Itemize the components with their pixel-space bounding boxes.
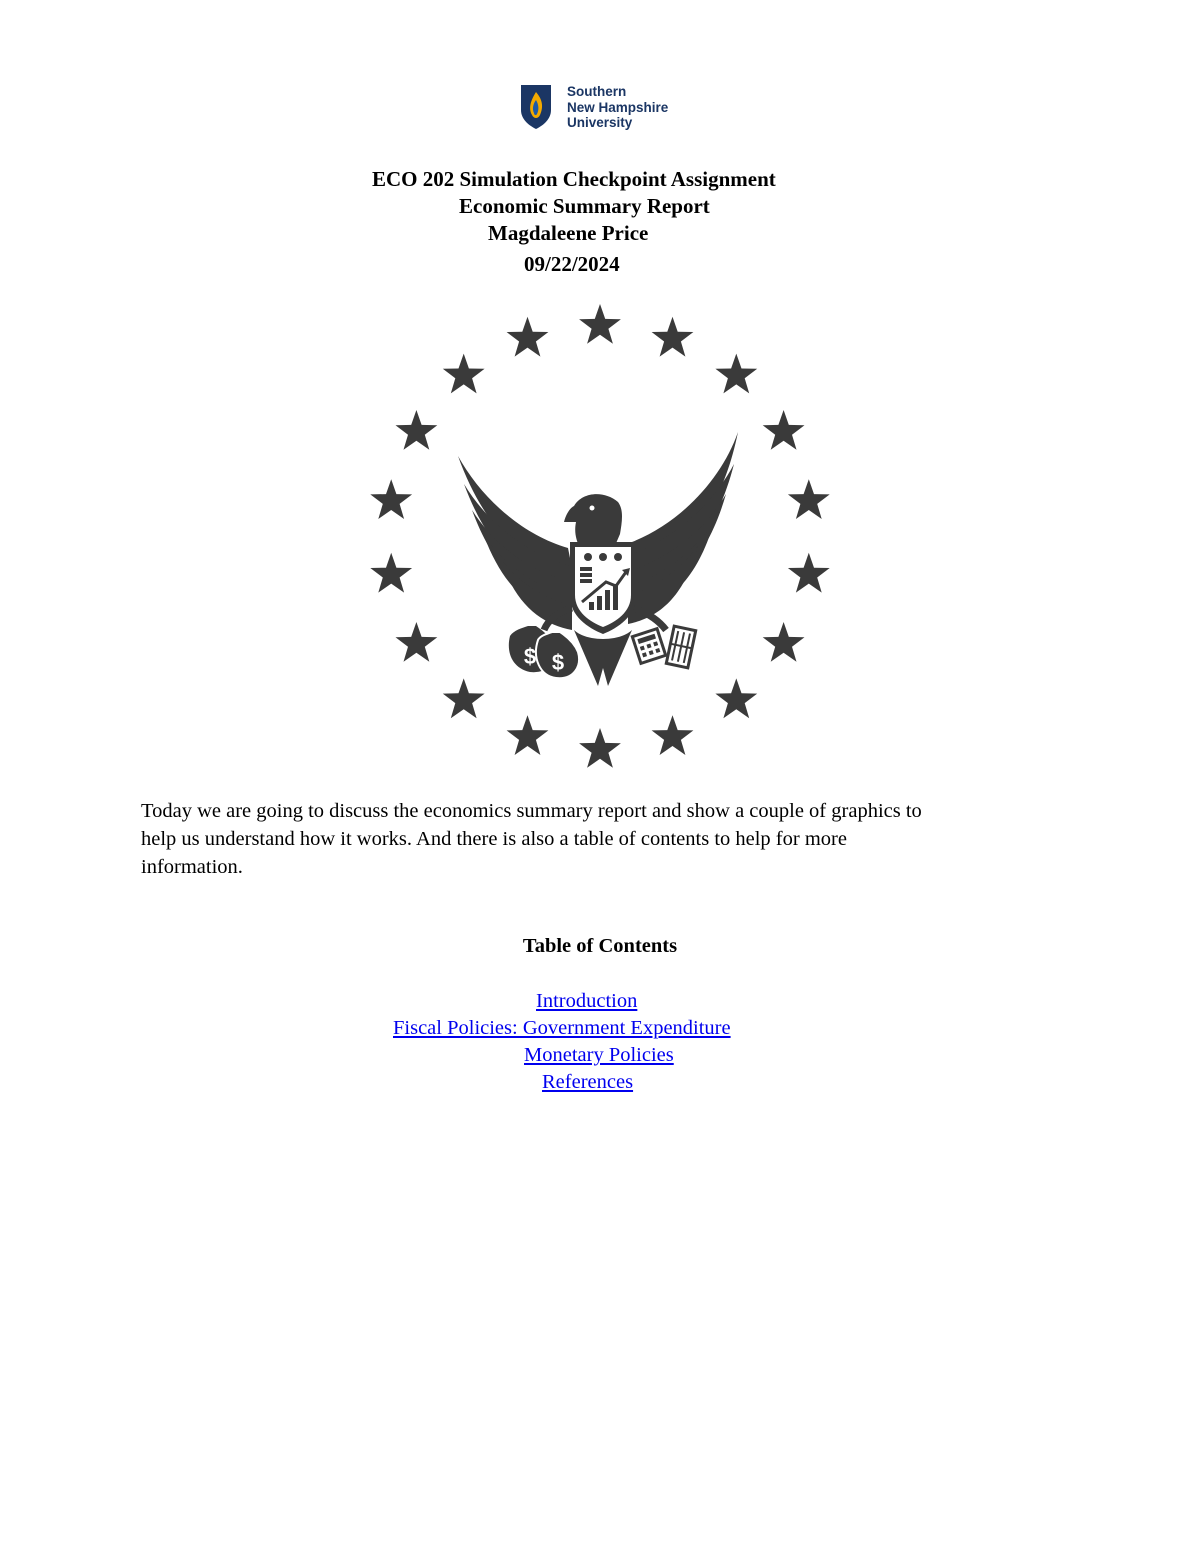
star-icon: [507, 715, 549, 755]
intro-line: information.: [141, 856, 243, 878]
intro-paragraph: [141, 797, 1061, 881]
logo-line: New Hampshire: [567, 99, 669, 115]
money-bags: [509, 626, 579, 678]
left-wing: [458, 456, 574, 630]
star-icon: [788, 553, 830, 593]
right-wing: [626, 432, 738, 624]
eagle-with-stars-emblem-icon: [360, 296, 840, 776]
toc-heading: Table of Contents: [522, 935, 678, 957]
star-icon: [396, 622, 438, 662]
eagle-head: [564, 494, 622, 548]
calculator-and-abacus: [632, 626, 695, 668]
star-icon: [763, 622, 805, 662]
star-icon: [579, 304, 621, 344]
star-icon: [652, 317, 694, 357]
toc-link-introduction[interactable]: Introduction: [536, 990, 638, 1012]
report-date: 09/22/2024: [524, 252, 620, 276]
star-icon: [579, 728, 621, 768]
star-icon: [370, 479, 412, 519]
star-icon: [370, 553, 412, 593]
star-icon: [763, 410, 805, 450]
toc-link-references[interactable]: References: [542, 1071, 634, 1093]
intro-line: help us understand how it works. And there is also a table of contents to help for more: [141, 828, 847, 850]
eagle-tail: [574, 630, 632, 686]
intro-line: Today we are going to discuss the economics summary report and show a couple of graphics to: [141, 800, 922, 822]
star-icon: [715, 354, 757, 394]
toc-link-fiscal-policies[interactable]: Fiscal Policies: Government Expenditure: [393, 1017, 731, 1039]
report-title: Economic Summary Report: [459, 194, 710, 218]
star-icon: [396, 410, 438, 450]
snhu-logo: [520, 84, 700, 134]
author-name: Magdaleene Price: [488, 221, 649, 245]
snhu-wordmark: [567, 84, 668, 131]
logo-line: Southern: [567, 84, 627, 99]
star-icon: [507, 317, 549, 357]
star-icon: [443, 354, 485, 394]
star-icon: [715, 678, 757, 718]
snhu-flame-shield-icon: [520, 84, 552, 130]
svg-text:$: $: [551, 650, 565, 675]
svg-text:$: $: [523, 644, 537, 669]
logo-line: University: [567, 115, 633, 130]
course-title: ECO 202 Simulation Checkpoint Assignment: [372, 167, 776, 191]
toc-link-monetary-policies[interactable]: Monetary Policies: [524, 1044, 674, 1066]
shield: [570, 542, 636, 634]
star-icon: [443, 678, 485, 718]
star-icon: [652, 715, 694, 755]
star-icon: [788, 479, 830, 519]
